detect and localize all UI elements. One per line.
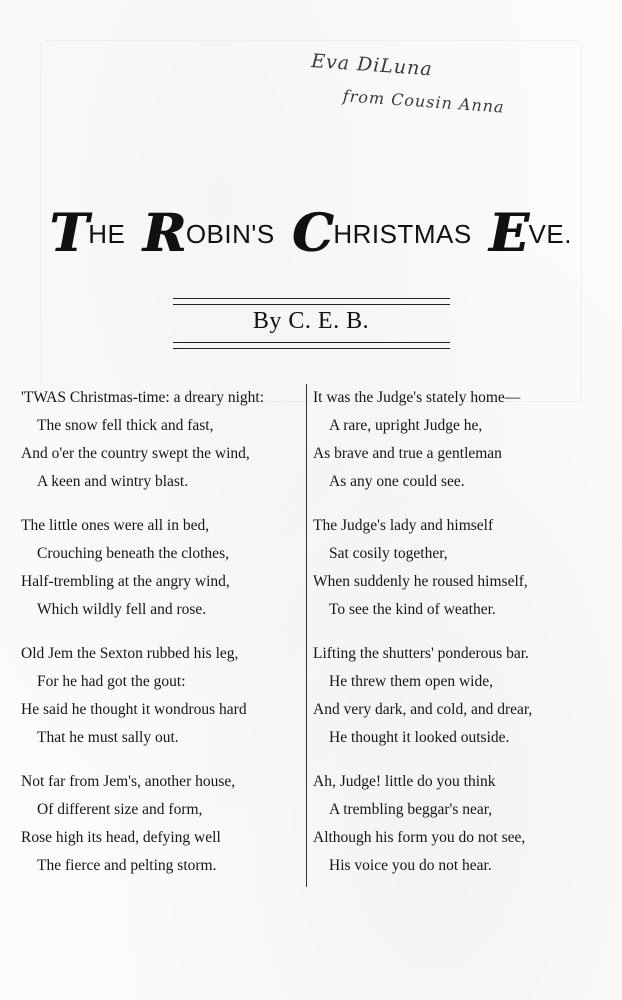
title-word-3 [292, 203, 472, 264]
title-initial-3: C [292, 203, 335, 264]
verse-line: Not far from Jem's, another house, [21, 773, 236, 790]
handwritten-inscription [308, 50, 611, 124]
stanza-right-1 [313, 384, 613, 512]
verse-line: The Judge's lady and himself [313, 517, 494, 534]
verse-line: His voice you do not hear. [329, 857, 492, 874]
inscription-line-2: from Cousin Anna [342, 86, 506, 117]
verse-line: To see the kind of weather. [329, 601, 496, 618]
inscription-line-1: Eva DiLuna [310, 50, 434, 81]
verse-line: A keen and wintry blast. [37, 473, 189, 490]
title-rest-2: OBIN'S [185, 219, 275, 249]
verse-line: He threw them open wide, [329, 673, 493, 690]
verse-line: As any one could see. [329, 473, 465, 490]
left-column [21, 384, 303, 896]
title-word-4 [489, 203, 572, 264]
verse-line: Rose high its head, defying well [21, 829, 221, 846]
verse-line: The fierce and pelting storm. [37, 857, 217, 874]
verse-line: Lifting the shutters' ponderous bar. [313, 645, 529, 662]
stanza-left-3 [21, 640, 303, 768]
stanza-left-1 [21, 384, 303, 512]
verse-line: For he had got the gout: [37, 673, 186, 690]
verse-line: 'TWAS Christmas-time: a dreary night: [21, 389, 264, 406]
verse-line: Which wildly fell and rose. [37, 601, 207, 618]
title-rest-1: HE [88, 219, 126, 249]
stanza-left-2 [21, 512, 303, 640]
title-initial-2: R [143, 203, 187, 264]
stanza-right-4 [313, 768, 613, 896]
verse-line: Of different size and form, [37, 801, 203, 818]
stanza-left-4 [21, 768, 303, 896]
verse-line: A rare, upright Judge he, [329, 417, 483, 434]
column-divider [306, 384, 307, 887]
verse-line: Sat cosily together, [329, 545, 448, 562]
verse-line: He said he thought it wondrous hard [21, 701, 247, 718]
verse-line: And o'er the country swept the wind, [21, 445, 250, 462]
stanza-right-3 [313, 640, 613, 768]
right-column [313, 384, 613, 896]
verse-line: Although his form you do not see, [313, 829, 526, 846]
byline: By C. E. B. [252, 308, 370, 334]
byline-rule-bottom [173, 342, 450, 349]
verse-line: Old Jem the Sexton rubbed his leg, [21, 645, 239, 662]
verse-line: Ah, Judge! little do you think [313, 773, 496, 790]
poem-title [0, 203, 622, 264]
verse-line: And very dark, and cold, and drear, [313, 701, 533, 718]
verse-line: A trembling beggar's near, [329, 801, 493, 818]
title-word-1 [50, 203, 126, 264]
byline-rule-top [173, 298, 450, 305]
verse-line: It was the Judge's stately home— [313, 389, 521, 406]
title-word-2 [143, 203, 275, 264]
stanza-right-2 [313, 512, 613, 640]
verse-line: Crouching beneath the clothes, [37, 545, 229, 562]
title-rest-3: HRISTMAS [333, 219, 472, 249]
verse-line: Half-trembling at the angry wind, [21, 573, 230, 590]
verse-line: As brave and true a gentleman [313, 445, 502, 462]
title-initial-4: E [489, 203, 530, 264]
verse-line: The little ones were all in bed, [21, 517, 210, 534]
verse-line: That he must sally out. [37, 729, 179, 746]
verse-line: He thought it looked outside. [329, 729, 510, 746]
title-rest-4: VE. [528, 219, 572, 249]
verse-line: The snow fell thick and fast, [37, 417, 214, 434]
title-initial-1: T [50, 203, 90, 264]
verse-line: When suddenly he roused himself, [313, 573, 528, 590]
